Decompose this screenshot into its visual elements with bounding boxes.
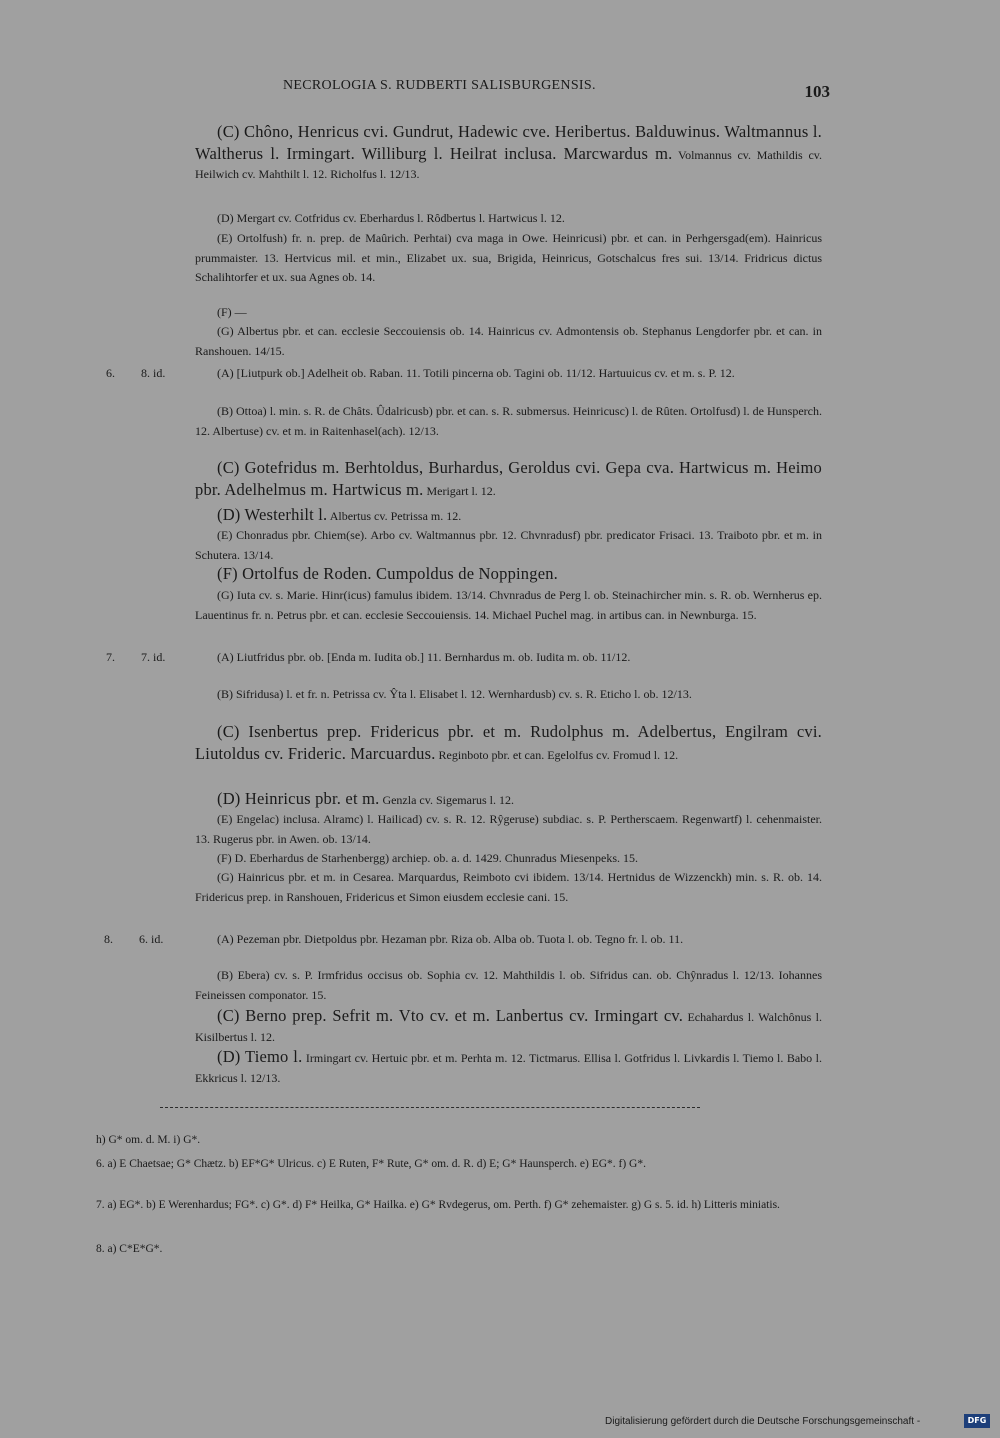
footnote-line: 7. a) EG*. b) E Werenhardus; FG*. c) G*. d) F* Heilka, G* Hailka. e) G* Rvdegerus, om. Perth. f) G* zehemaister. g) G s. 5. id. h) Litteris miniatis. bbox=[96, 1199, 780, 1211]
entry-para: (D) Mergart cv. Cotfridus cv. Eberhardus l. Rôdbertus l. Hartwicus l. 12. bbox=[217, 211, 565, 225]
entry-para: (G) Hainricus pbr. et m. in Cesarea. Marquardus, Reimboto cvi ibidem. 13/14. Hertnidus de Wizzenckh) min. s. R. ob. 14. Fridericus prep. in Ranshouen, Fridericus et Simon eiusdem ecclesie cani. 15. bbox=[195, 870, 822, 904]
entry-para: (B) Ottoa) l. min. s. R. de Châts. Ûdalricusb) pbr. et can. s. R. submersus. Heinricusc) l. de Rûten. Ortolfusd) l. de Hunsperch. 12. Albertuse) cv. et m. in Raitenhasel(ach). 12/13. bbox=[195, 404, 822, 438]
footnote-line: h) G* om. d. M. i) G*. bbox=[96, 1134, 201, 1146]
entry-number: 8. bbox=[104, 932, 113, 946]
entry-number: 6. bbox=[106, 366, 115, 380]
entry-para: (C) Chôno, Henricus cvi. Gundrut, Hadewic cve. Heribertus. Balduwinus. Waltmannus l. Waltherus l. Irmingart. Williburg l. Heilrat inclusa. Marcwardus m. Volmannus cv. Mathildis cv. Heilwich cv. Mahthilt l. 12. Richolfus l. 12/13. bbox=[195, 122, 822, 181]
entry-para: (E) Chonradus pbr. Chiem(se). Arbo cv. Waltmannus pbr. 12. Chvnradusf) pbr. predicator Frisaci. 13. Traiboto pbr. et m. in Schutera. 13/14. bbox=[195, 528, 822, 562]
footnote-line: 6. a) E Chaetsae; G* Chætz. b) EF*G* Ulricus. c) E Ruten, F* Rute, G* om. d. R. d) E; G* Haunsperch. e) EG*. f) G*. bbox=[96, 1158, 646, 1170]
entry-para: (F) D. Eberhardus de Starhenbergg) archiep. ob. a. d. 1429. Chunradus Miesenpeks. 15. bbox=[217, 851, 639, 865]
entry-para: (D) Tiemo l. Irmingart cv. Hertuic pbr. et m. Perhta m. 12. Tictmarus. Ellisa l. Gotfridus l. Livkardis l. Tiemo l. Babo l. Ekkricus l. 12/13. bbox=[195, 1047, 822, 1085]
entry-date: 8. id. bbox=[141, 366, 166, 380]
entry-para: (C) Isenbertus prep. Fridericus pbr. et m. Rudolphus m. Adelbertus, Engilram cvi. Liutoldus cv. Frideric. Marcuardus. Reginboto pbr. et can. Egelolfus cv. Fromud l. 12. bbox=[195, 722, 822, 763]
entry-date: 7. id. bbox=[141, 650, 166, 664]
entry-para: (G) Iuta cv. s. Marie. Hinr(icus) famulus ibidem. 13/14. Chvnradus de Perg l. ob. Steinachircher min. s. R. ob. Wernherus ep. Lauentinus fr. n. Petrus pbr. et can. ecclesie Seccouiensis. 14. Michael Puchel mag. in artibus can. in Newnburga. 15. bbox=[195, 588, 822, 622]
page-number: 103 bbox=[804, 82, 830, 101]
entry-para: (C) Gotefridus m. Berhtoldus, Burhardus, Geroldus cvi. Gepa cva. Hartwicus m. Heimo pbr. Adelhelmus m. Hartwicus m. Merigart l. 12. bbox=[195, 458, 822, 499]
entry-para: (A) Liutfridus pbr. ob. [Enda m. Iudita ob.] 11. Bernhardus m. ob. Iudita m. ob. 11/12. bbox=[217, 650, 631, 664]
entry-para: (F) — bbox=[217, 305, 247, 319]
entry-para: (D) Westerhilt l. Albertus cv. Petrissa m. 12. bbox=[217, 505, 462, 524]
entry-para: (C) Berno prep. Sefrit m. Vto cv. et m. Lanbertus cv. Irmingart cv. Echahardus l. Walchônus l. Kisilbertus l. 12. bbox=[195, 1006, 823, 1044]
entry-para: (B) Sifridusa) l. et fr. n. Petrissa cv. Ŷta l. Elisabet l. 12. Wernhardusb) cv. s. R. Eticho l. ob. 12/13. bbox=[217, 687, 692, 701]
entry-para: (G) Albertus pbr. et can. ecclesie Seccouiensis ob. 14. Hainricus cv. Admontensis ob. Stephanus Lengdorfer pbr. et can. in Ranshouen. 14/15. bbox=[195, 324, 822, 358]
entry-para: (E) Ortolfush) fr. n. prep. de Maûrich. Perhtai) cva maga in Owe. Heinricusi) pbr. et can. in Perhgersgad(em). Hainricus prummaister. 13. Hertvicus mil. et min., Elizabet ux. sua, Brigida, Heinricus, Gotschalcus fres sui. 13/14. Fridricus dictus Schalihtorfer et ux. sua Agnes ob. 14. bbox=[195, 231, 822, 284]
footnote-separator bbox=[160, 1107, 700, 1108]
entry-number: 7. bbox=[106, 650, 115, 664]
entry-date: 6. id. bbox=[139, 932, 164, 946]
digitization-credit: Digitalisierung gefördert durch die Deutsche Forschungsgemeinschaft - bbox=[605, 1416, 921, 1427]
entry-para: (A) [Liutpurk ob.] Adelheit ob. Raban. 11. Totili pincerna ob. Tagini ob. 11/12. Hartuuicus cv. et m. s. P. 12. bbox=[217, 366, 735, 380]
entry-para: (F) Ortolfus de Roden. Cumpoldus de Noppingen. bbox=[217, 564, 559, 583]
entry-para: (A) Pezeman pbr. Dietpoldus pbr. Hezaman pbr. Riza ob. Alba ob. Tuota l. ob. Tegno fr. l. ob. 11. bbox=[217, 932, 684, 946]
entry-para: (B) Ebera) cv. s. P. Irmfridus occisus ob. Sophia cv. 12. Mahthildis l. ob. Sifridus can. ob. Chŷnradus l. 12/13. Iohannes Feineissen componator. 15. bbox=[195, 968, 822, 1002]
entry-para: (D) Heinricus pbr. et m. Genzla cv. Sigemarus l. 12. bbox=[217, 789, 514, 808]
footnote-line: 8. a) C*E*G*. bbox=[96, 1243, 163, 1255]
page-header-title: NECROLOGIA S. RUDBERTI SALISBURGENSIS. bbox=[283, 78, 596, 93]
entry-para: (E) Engelac) inclusa. Alramc) l. Hailicad) cv. s. R. 12. Rŷgeruse) subdiac. s. P. Pertherscaem. Regenwartf) l. cehenmaister. 13. Rugerus pbr. in Awen. ob. 13/14. bbox=[195, 812, 822, 846]
dfg-logo: DFG bbox=[964, 1414, 990, 1428]
